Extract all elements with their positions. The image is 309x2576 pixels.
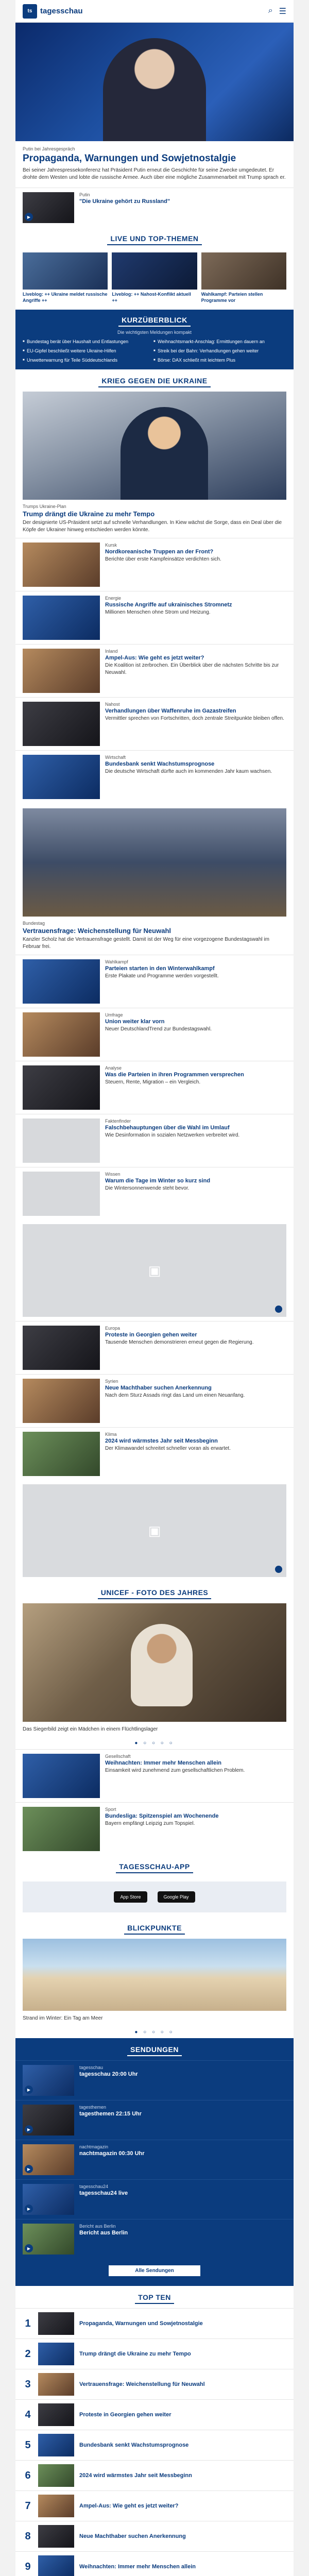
topten-headline[interactable]: Ampel-Aus: Wie geht es jetzt weiter? (79, 2503, 179, 2510)
parliament-item-headline[interactable]: Union weiter klar vorn (105, 1019, 165, 1025)
topten-rank: 7 (25, 2500, 31, 2512)
extra-headline[interactable]: Weihnachten: Immer mehr Menschen allein (105, 1760, 221, 1767)
parliament-item-topline: Analyse (105, 1065, 122, 1071)
topten-rank: 8 (25, 2530, 31, 2542)
hero-headline[interactable]: Propaganda, Warnungen und Sowjetnostalgie (23, 153, 236, 164)
live-card-image[interactable] (112, 252, 197, 290)
live-card-image[interactable] (23, 252, 108, 290)
krieg-item-image[interactable] (23, 543, 100, 587)
topten-image[interactable] (38, 2495, 74, 2517)
topten-headline[interactable]: Proteste in Georgien gehen weiter (79, 2412, 171, 2418)
topten-item[interactable] (15, 2308, 294, 2338)
play-icon: ▶ (25, 2086, 33, 2094)
play-icon[interactable] (275, 1566, 282, 1573)
topten-rank: 9 (25, 2561, 31, 2572)
section-sendungen-title: SENDUNGEN (127, 2045, 182, 2056)
image-icon: ▣ (148, 1522, 161, 1538)
google-play-button[interactable]: Google Play (158, 1891, 195, 1903)
parliament-item-headline[interactable]: Was die Parteien in ihren Programmen versprechen (105, 1072, 244, 1078)
section-live-title: LIVE UND TOP-THEMEN (107, 234, 201, 245)
parliament-item-headline[interactable]: Parteien starten in den Winterwahlkampf (105, 965, 215, 972)
hero-teaser[interactable] (15, 23, 294, 188)
kurz-list (23, 339, 286, 363)
topten-rank: 2 (25, 2348, 31, 2360)
kurz-item[interactable]: ■ Unwetterwarnung für Teile Süddeutschlands (23, 358, 145, 364)
parliament-item-image[interactable] (23, 959, 100, 1004)
sendung-item[interactable] (15, 2060, 294, 2100)
single-topline: Klima (105, 1432, 117, 1437)
app-download-box (23, 1882, 286, 1912)
play-icon: ▶ (25, 2244, 33, 2252)
article-teaser: Die Koalition ist zerbrochen. Ein Überblick über die nächsten Schritte bis zur Neuwahl. (105, 663, 279, 676)
topten-rank: 1 (25, 2317, 31, 2329)
parliament-item[interactable] (15, 1061, 294, 1114)
live-cards (15, 249, 294, 310)
krieg-item-topline: Energie (105, 596, 122, 601)
parliament-item-image[interactable] (23, 1012, 100, 1057)
topten-headline[interactable]: Trump drängt die Ukraine zu mehr Tempo (79, 2351, 191, 2358)
topten-image[interactable] (38, 2525, 74, 2548)
play-icon: ▶ (25, 2125, 33, 2133)
sendung-image[interactable] (23, 2184, 74, 2215)
sendungen-block (15, 2038, 294, 2286)
play-icon: ▶ (25, 213, 33, 221)
section-blickpunkte-title: BLICKPUNKTE (124, 1924, 185, 1935)
extra-image[interactable] (23, 1754, 100, 1798)
live-card[interactable] (201, 252, 286, 303)
unicef-caption: Das Siegerbild zeigt ein Mädchen in einem Flüchtlingslager (23, 1726, 158, 1733)
topten-item[interactable] (15, 2399, 294, 2430)
sendung-topline: tagesschau24 (79, 2184, 109, 2190)
topten-image[interactable] (38, 2464, 74, 2487)
topten-headline[interactable]: Neue Machthaber suchen Anerkennung (79, 2533, 186, 2540)
article-image[interactable] (23, 702, 100, 746)
blickpunkte-image[interactable] (23, 1939, 286, 2011)
sendung-headline[interactable]: tagesthemen 22:15 Uhr (79, 2111, 142, 2117)
site-header (15, 0, 294, 23)
parliament-item-image[interactable] (23, 1065, 100, 1110)
kurz-item[interactable]: ■ Bundestag berät über Haushalt und Entlastungen (23, 339, 145, 345)
article-headline[interactable]: Verhandlungen über Waffenruhe im Gazastreifen (105, 708, 236, 715)
live-card-text[interactable]: Liveblog: ++ Nahost-Konflikt aktuell ++ (112, 292, 191, 303)
hero-sub-item[interactable] (15, 188, 294, 227)
logo[interactable] (23, 4, 83, 19)
sendung-headline[interactable]: tagesschau24 live (79, 2190, 128, 2197)
topten-rank: 4 (25, 2409, 31, 2420)
topten-item[interactable] (15, 2430, 294, 2460)
placeholder-topline: Faktenfinder (105, 1118, 131, 1124)
unicef-slider-dots[interactable]: ● ○ ○ ○ ○ (134, 1740, 175, 1747)
section-live-header (15, 227, 294, 249)
section-krieg-title: KRIEG GEGEN DIE UKRAINE (98, 377, 210, 387)
kurz-title: KURZÜBERBLICK (118, 316, 191, 327)
sendung-topline: nachtmagazin (79, 2144, 109, 2150)
unicef-caption-wrap (15, 1722, 294, 1737)
single-topline: Europa (105, 1326, 121, 1331)
single-teaser: Der Klimawandel schreitet schneller voran als erwartet. (105, 1446, 231, 1452)
sendung-headline[interactable]: nachtmagazin 00:30 Uhr (79, 2150, 145, 2157)
topten-image[interactable] (38, 2555, 74, 2576)
article-headline[interactable]: Ampel-Aus: Wie geht es jetzt weiter? (105, 655, 204, 662)
placeholder-headline[interactable]: Falschbehauptungen über die Wahl im Umlauf (105, 1125, 230, 1131)
parliament-topline: Bundestag (23, 921, 45, 926)
krieg-item-teaser: Berichte über erste Kampfeinsätze verdichten sich. (105, 556, 221, 563)
section-blickpunkte-header (15, 1917, 294, 1939)
sendung-image[interactable] (23, 2144, 74, 2175)
kurz-subtitle: Die wichtigsten Meldungen kompakt (117, 330, 192, 335)
article-headline[interactable]: Bundesbank senkt Wachstumsprognose (105, 761, 215, 768)
krieg-main-image[interactable] (23, 392, 286, 500)
sendung-item[interactable] (15, 2100, 294, 2140)
topten-image[interactable] (38, 2434, 74, 2456)
hero-sub-headline[interactable]: "Die Ukraine gehört zu Russland" (79, 198, 170, 205)
placeholder-image[interactable] (23, 1118, 100, 1163)
krieg-topline: Trumps Ukraine-Plan (23, 504, 66, 510)
app-store-button[interactable]: App Store (114, 1891, 147, 1903)
sendung-topline: tagesthemen (79, 2105, 107, 2110)
krieg-item-headline[interactable]: Russische Angriffe auf ukrainisches Stromnetz (105, 602, 232, 608)
live-card-image[interactable] (201, 252, 286, 290)
sendung-image[interactable] (23, 2105, 74, 2136)
live-card-text[interactable]: Liveblog: ++ Ukraine meldet russische Angriffe ++ (23, 292, 108, 303)
section-unicef-header (15, 1581, 294, 1603)
single-image[interactable] (23, 1379, 100, 1423)
krieg-main-text (15, 500, 294, 538)
krieg-item-teaser: Millionen Menschen ohne Strom und Heizung. (105, 609, 211, 616)
section-topten-title: TOP TEN (135, 2293, 174, 2304)
extra-image[interactable] (23, 1807, 100, 1851)
menu-icon[interactable]: ☰ (279, 7, 286, 16)
krieg-item-topline: Kursk (105, 543, 117, 548)
topten-item[interactable] (15, 2551, 294, 2576)
krieg-headline[interactable]: Trump drängt die Ukraine zu mehr Tempo (23, 510, 155, 518)
placeholder-image[interactable] (23, 1172, 100, 1216)
extra-item[interactable] (15, 1802, 294, 1855)
search-icon[interactable]: ⌕ (268, 6, 273, 15)
sendung-topline: tagesschau (79, 2065, 104, 2071)
topten-rank: 6 (25, 2469, 31, 2481)
sendung-headline[interactable]: tagesschau 20:00 Uhr (79, 2071, 138, 2078)
kurz-item[interactable]: ■ Weihnachtsmarkt-Anschlag: Ermittlungen dauern an (153, 339, 276, 345)
topten-list (15, 2308, 294, 2576)
article-teaser: Vermittler sprechen von Fortschritten, doch zentrale Streitpunkte bleiben offen. (105, 716, 284, 722)
single-topline: Syrien (105, 1379, 118, 1384)
single-headline[interactable]: 2024 wird wärmstes Jahr seit Messbeginn (105, 1438, 218, 1445)
article-image[interactable] (23, 755, 100, 799)
blickpunkte-caption: Strand im Winter: Ein Tag am Meer (23, 2015, 103, 2022)
parliament-item[interactable] (15, 955, 294, 1008)
topten-item[interactable] (15, 2369, 294, 2399)
hero-topline: Putin bei Jahresgespräch (23, 146, 75, 151)
extra-topline: Gesellschaft (105, 1754, 131, 1759)
hero-sub-image[interactable] (23, 192, 74, 223)
sendung-image[interactable] (23, 2224, 74, 2255)
kurzueberblick-box (15, 310, 294, 369)
krieg-item[interactable] (15, 538, 294, 591)
media-placeholder[interactable] (23, 1484, 286, 1577)
single-image[interactable] (23, 1326, 100, 1370)
single-item[interactable] (15, 1374, 294, 1427)
parliament-item-teaser: Neuer DeutschlandTrend zur Bundestagswahl. (105, 1026, 212, 1032)
sendung-headline[interactable]: Bericht aus Berlin (79, 2230, 128, 2236)
extra-topline: Sport (105, 1807, 116, 1812)
single-teaser: Nach dem Sturz Assads ringt das Land um einen Neuanfang. (105, 1393, 245, 1399)
placeholder-item[interactable] (15, 1114, 294, 1167)
logo-text: tagesschau (40, 7, 83, 15)
parliament-item-teaser: Steuern, Rente, Migration – ein Vergleich. (105, 1079, 201, 1086)
image-icon: ▣ (148, 1262, 161, 1278)
topten-item[interactable] (15, 2521, 294, 2551)
section-topten-header (15, 2286, 294, 2308)
topten-headline[interactable]: 2024 wird wärmstes Jahr seit Messbeginn (79, 2472, 192, 2479)
article-image[interactable] (23, 649, 100, 693)
topten-image[interactable] (38, 2373, 74, 2396)
sendung-item[interactable] (15, 2219, 294, 2259)
parliament-teaser: Kanzler Scholz hat die Vertrauensfrage gestellt. Damit ist der Weg für eine vorgezogene Bundestagswahl im Februar frei. (23, 937, 269, 950)
topten-rank: 5 (25, 2439, 31, 2451)
article-topline: Inland (105, 649, 118, 654)
logo-icon: ts (23, 4, 37, 19)
play-icon: ▶ (25, 2205, 33, 2213)
extra-teaser: Einsamkeit wird zunehmend zum gesellschaftlichen Problem. (105, 1768, 245, 1774)
parliament-item[interactable] (15, 1008, 294, 1061)
topten-headline[interactable]: Vertrauensfrage: Weichenstellung für Neuwahl (79, 2381, 205, 2388)
sendung-item[interactable] (15, 2179, 294, 2219)
placeholder-item[interactable] (15, 1167, 294, 1220)
single-teaser: Tausende Menschen demonstrieren erneut gegen die Regierung. (105, 1340, 254, 1346)
extra-teaser: Bayern empfängt Leipzig zum Topspiel. (105, 1821, 195, 1827)
krieg-item[interactable] (15, 591, 294, 644)
section-unicef-title: UNICEF - FOTO DES JAHRES (98, 1588, 212, 1599)
unicef-photo[interactable] (23, 1603, 286, 1722)
extra-item[interactable] (15, 1749, 294, 1802)
placeholder-topline: Wissen (105, 1172, 121, 1177)
kurz-item[interactable]: ■ EU-Gipfel beschließt weitere Ukraine-Hilfen (23, 348, 145, 354)
parliament-headline[interactable]: Vertrauensfrage: Weichenstellung für Neuwahl (23, 927, 171, 935)
placeholder-headline[interactable]: Warum die Tage im Winter so kurz sind (105, 1178, 211, 1184)
article-topline: Nahost (105, 702, 120, 707)
live-card[interactable] (23, 252, 108, 303)
media-placeholder[interactable] (23, 1224, 286, 1317)
blickpunkte-caption-wrap (15, 2011, 294, 2026)
blickpunkte-slider-dots[interactable]: ● ○ ○ ○ ○ (134, 2029, 175, 2036)
sendung-image[interactable] (23, 2065, 74, 2096)
krieg-item-image[interactable] (23, 596, 100, 640)
single-item[interactable] (15, 1427, 294, 1480)
parliament-item-topline: Wahlkampf (105, 959, 128, 965)
kurz-item[interactable]: ■ Börse: DAX schließt mit leichtem Plus (153, 358, 276, 364)
article-item[interactable] (15, 697, 294, 750)
topten-item[interactable] (15, 2460, 294, 2490)
sendung-item[interactable] (15, 2140, 294, 2179)
single-headline[interactable]: Proteste in Georgien gehen weiter (105, 1332, 197, 1338)
article-item[interactable] (15, 750, 294, 803)
parliament-item-topline: Umfrage (105, 1012, 123, 1018)
topten-headline[interactable]: Propaganda, Warnungen und Sowjetnostalgie (79, 2320, 203, 2327)
all-sendungen-button[interactable]: Alle Sendungen (108, 2265, 201, 2277)
parliament-image[interactable] (23, 808, 286, 917)
placeholder-teaser: Wie Desinformation in sozialen Netzwerken verbreitet wird. (105, 1132, 240, 1139)
krieg-item-headline[interactable]: Nordkoreanische Truppen an der Front? (105, 549, 214, 555)
single-headline[interactable]: Neue Machthaber suchen Anerkennung (105, 1385, 212, 1392)
sendung-topline: Bericht aus Berlin (79, 2224, 116, 2229)
extra-headline[interactable]: Bundesliga: Spitzenspiel am Wochenende (105, 1813, 219, 1820)
section-app-title: TAGESSCHAU-APP (116, 1862, 193, 1873)
single-image[interactable] (23, 1432, 100, 1476)
topten-headline[interactable]: Weihnachten: Immer mehr Menschen allein (79, 2564, 196, 2570)
article-teaser: Die deutsche Wirtschaft dürfte auch im kommenden Jahr kaum wachsen. (105, 769, 272, 775)
hero-image[interactable] (15, 23, 294, 141)
article-topline: Wirtschaft (105, 755, 126, 760)
live-card-text[interactable]: Wahlkampf: Parteien stellen Programme vor (201, 292, 263, 303)
section-krieg-header (15, 369, 294, 392)
live-card[interactable] (112, 252, 197, 303)
topten-image[interactable] (38, 2343, 74, 2365)
play-icon[interactable] (275, 1306, 282, 1313)
play-icon: ▶ (25, 2165, 33, 2173)
topten-image[interactable] (38, 2403, 74, 2426)
page-wrapper (15, 0, 294, 2576)
topten-rank: 3 (25, 2378, 31, 2390)
topten-item[interactable] (15, 2338, 294, 2369)
krieg-teaser: Der designierte US-Präsident setzt auf schnelle Verhandlungen. In Kiew wächst die Sorge, dass ein Deal über die Köpfe der Ukrainer hinweg entschieden werden könnte. (23, 520, 282, 533)
header-icons (268, 6, 286, 16)
hero-teaser-text: Bei seiner Jahrespressekonferenz hat Präsident Putin erneut die Geschichte für seine Zwecke umgedeutet. Er drohte dem Westen und lobte die russische Armee. Auch über eine mögliche Zusammenarbeit mit Trump sprach er. (23, 167, 286, 180)
parliament-text (15, 917, 294, 955)
section-app-header (15, 1855, 294, 1877)
parliament-item-teaser: Erste Plakate und Programme werden vorgestellt. (105, 973, 219, 979)
topten-image[interactable] (38, 2312, 74, 2335)
kurz-item[interactable]: ■ Streik bei der Bahn: Verhandlungen gehen weiter (153, 348, 276, 354)
topten-item[interactable] (15, 2490, 294, 2521)
placeholder-teaser: Die Wintersonnenwende steht bevor. (105, 1185, 190, 1192)
single-item[interactable] (15, 1321, 294, 1374)
hero-sub-topline: Putin (79, 192, 90, 197)
section-sendungen-header (15, 2038, 294, 2060)
article-item[interactable] (15, 644, 294, 697)
topten-headline[interactable]: Bundesbank senkt Wachstumsprognose (79, 2442, 189, 2449)
